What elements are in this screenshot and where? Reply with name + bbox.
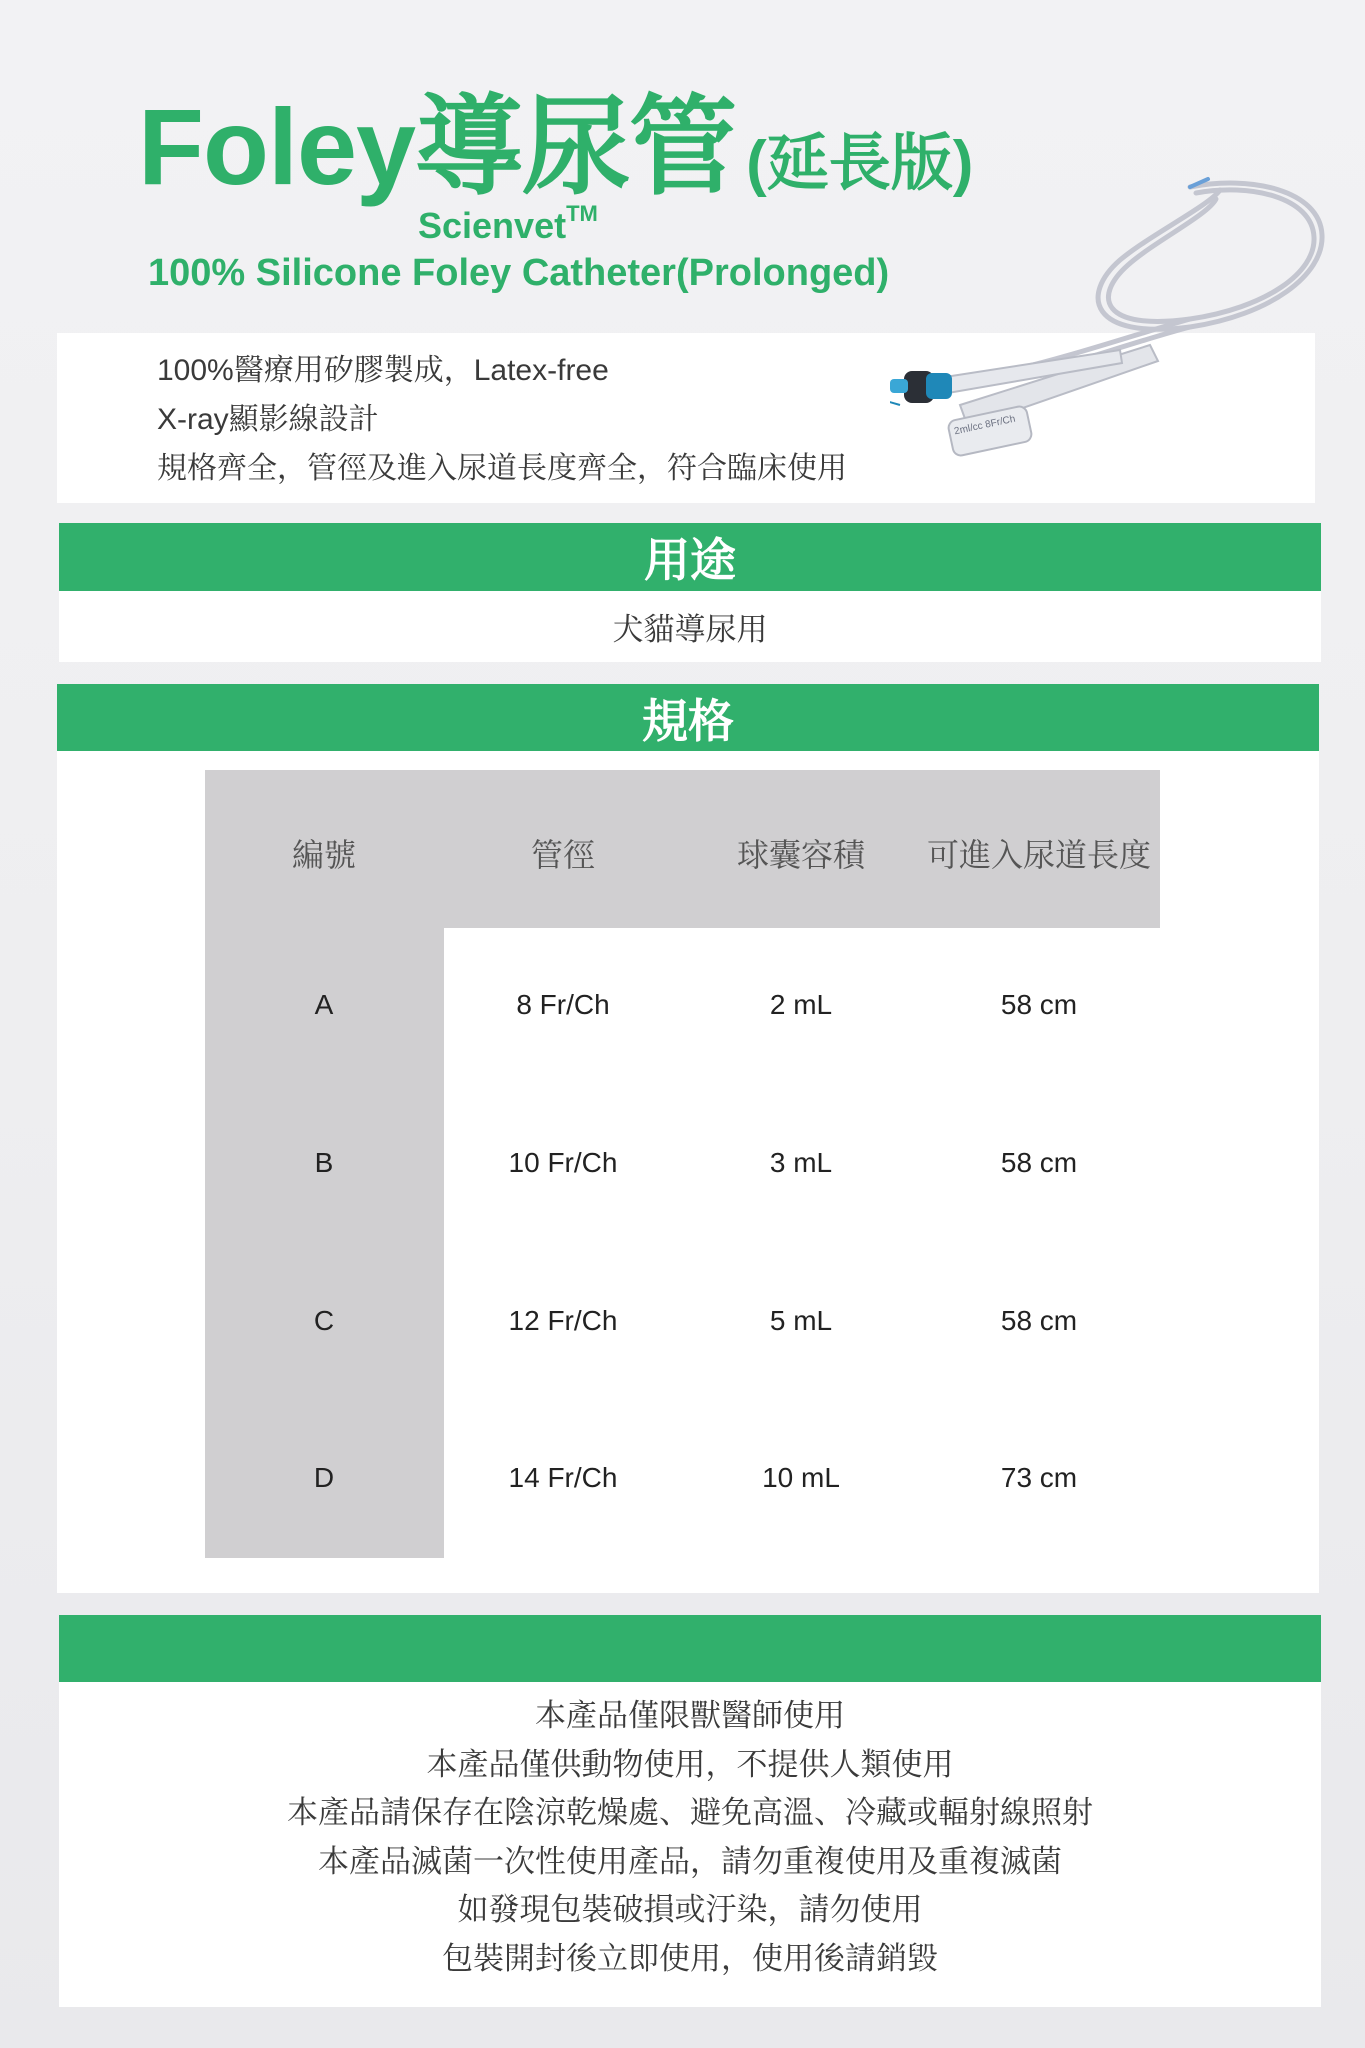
feature-item: 規格齊全，管徑及進入尿道長度齊全，符合臨床使用 (157, 452, 847, 485)
table-cell: A (314, 989, 334, 1020)
column-header-balloon: 球囊容積 (736, 836, 865, 874)
notice-item: 本產品滅菌一次性使用產品，請勿重複使用及重複滅菌 (318, 1843, 1062, 1879)
brand-text: Scienvet (418, 205, 567, 246)
table-cell: 73 cm (1000, 1462, 1078, 1493)
table-cell: 8 Fr/Ch (516, 989, 610, 1020)
notice-box (59, 1682, 1321, 2007)
spec-heading: 規格 (57, 684, 1319, 751)
table-cell: 3 mL (769, 1147, 833, 1178)
notice-item: 本產品請保存在陰涼乾燥處、避免高溫、冷藏或輻射線照射 (287, 1795, 1093, 1830)
table-cell: 58 cm (1000, 1305, 1078, 1336)
table-cell: 12 Fr/Ch (508, 1305, 618, 1336)
column-header-id: 編號 (291, 836, 356, 874)
notice-item: 包裝開封後立即使用，使用後請銷毀 (442, 1940, 938, 1976)
table-cell: 14 Fr/Ch (508, 1462, 618, 1493)
usage-text: 犬貓導尿用 (59, 591, 1321, 662)
column-header-diameter: 管徑 (530, 836, 595, 874)
notice-item: 本產品僅供動物使用，不提供人類使用 (426, 1746, 954, 1782)
table-cell: C (313, 1305, 335, 1336)
title-suffix: (延長版) (746, 129, 974, 198)
table-cell: 10 mL (762, 1462, 840, 1493)
subtitle: 100% Silicone Foley Catheter(Prolonged) (148, 252, 890, 294)
features-list (157, 346, 847, 493)
table-cell: 58 cm (1000, 1147, 1078, 1178)
catheter-image (890, 165, 1340, 485)
usage-heading: 用途 (59, 523, 1321, 591)
trademark-mark: TM (566, 201, 598, 226)
table-cell: B (314, 1147, 334, 1178)
feature-item: X-ray顯影線設計 (157, 403, 379, 436)
catheter-label: 2ml/cc 8Fr/Ch (953, 413, 1017, 438)
notice-item: 如發現包裝破損或汙染，請勿使用 (457, 1892, 923, 1927)
notice-list (59, 1692, 1321, 1983)
table-cell: 2 mL (769, 989, 833, 1020)
title-main: Foley導尿管 (138, 86, 737, 207)
table-cell: 10 Fr/Ch (508, 1147, 618, 1178)
table-cell: D (313, 1462, 335, 1493)
table-cell: 58 cm (1000, 989, 1078, 1020)
column-header-length: 可進入尿道長度 (926, 836, 1151, 874)
notice-item: 本產品僅限獸醫師使用 (535, 1698, 845, 1733)
page-title (138, 60, 973, 215)
table-cell: 5 mL (769, 1305, 833, 1336)
brand-name (418, 201, 598, 247)
notice-heading (59, 1615, 1321, 1682)
feature-item: 100%醫療用矽膠製成，Latex-free (157, 354, 609, 387)
